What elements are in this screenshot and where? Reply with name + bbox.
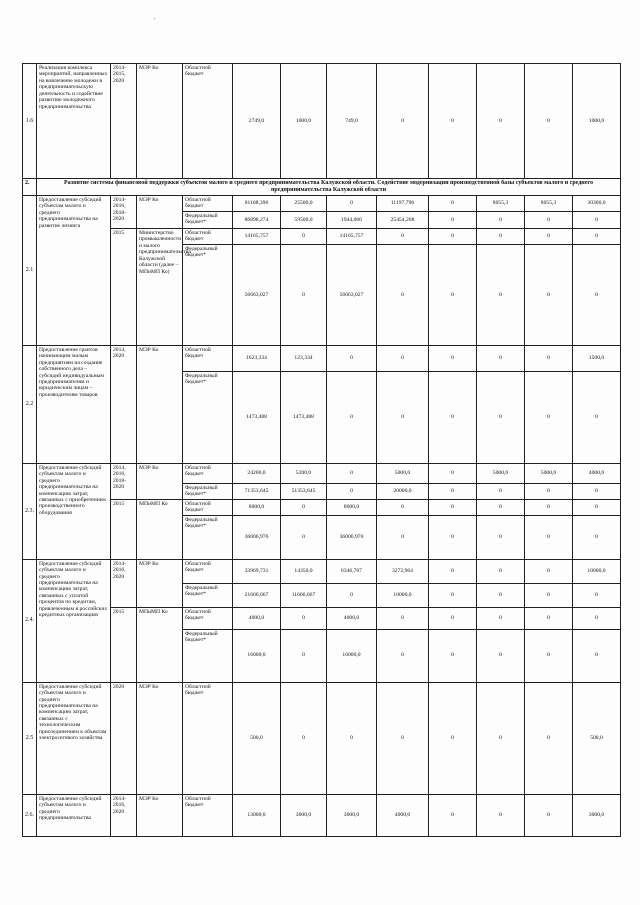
row-id: 2.3. — [23, 463, 37, 559]
cell-value: 0 — [377, 64, 429, 179]
section-number: 2. — [23, 179, 37, 196]
row-budget: Областной бюджет — [183, 607, 233, 629]
cell-value: 10000,0 — [573, 559, 621, 583]
cell-value: 0 — [281, 682, 327, 794]
cell-value: 14350,0 — [281, 559, 327, 583]
cell-total: 14165,757 — [233, 229, 281, 245]
cell-value: 0 — [477, 212, 525, 229]
cell-value: 123,334 — [281, 345, 327, 371]
cell-value: 6346,767 — [327, 559, 377, 583]
row-years: 2020 — [111, 682, 137, 794]
row-description: Реализация комплекса мероприятий, направленных на вовлечение молодежи в предпринимательскую деятельность и содействие развитию молодежного предпринимательства — [37, 64, 111, 179]
cell-value: 0 — [477, 559, 525, 583]
cell-value: 1000,0 — [573, 64, 621, 179]
cell-value: 0 — [281, 629, 327, 682]
row-executor: МЭР Ко — [137, 463, 183, 499]
scan-speck: ' — [154, 18, 156, 24]
cell-value: 0 — [477, 483, 525, 499]
row-years: 2014, 2016, 2018-2020 — [111, 463, 137, 499]
row-budget: Федеральный бюджет* — [183, 212, 233, 229]
cell-value: 0 — [477, 64, 525, 179]
row-budget: Областной бюджет — [183, 794, 233, 836]
cell-total: 13000,0 — [233, 794, 281, 836]
row-budget: Областной бюджет — [183, 463, 233, 483]
row-budget: Областной бюджет — [183, 64, 233, 179]
cell-value: 0 — [525, 212, 573, 229]
cell-value: 0 — [477, 682, 525, 794]
cell-value: 4000,0 — [327, 607, 377, 629]
cell-value: 0 — [429, 499, 477, 515]
cell-value: 0 — [429, 682, 477, 794]
row-id: 2.5 — [23, 682, 37, 794]
cell-value: 0 — [429, 196, 477, 212]
cell-value: 0 — [573, 371, 621, 463]
cell-value: 0 — [525, 371, 573, 463]
cell-value: 0 — [281, 499, 327, 515]
row-budget: Областной бюджет — [183, 682, 233, 794]
row-years: 2014-2016, 2020 — [111, 559, 137, 607]
cell-value: 0 — [327, 345, 377, 371]
cell-value: 4000,0 — [573, 463, 621, 483]
cell-total: 8000,0 — [233, 499, 281, 515]
table-row — [23, 682, 621, 794]
cell-value: 0 — [429, 559, 477, 583]
section-row — [23, 179, 621, 196]
cell-value: 0 — [477, 515, 525, 559]
cell-value: 0 — [327, 196, 377, 212]
row-executor: МЭР Ко — [137, 559, 183, 607]
cell-value: 10000,0 — [377, 583, 429, 607]
row-executor: МПиМП Ко — [137, 607, 183, 682]
cell-value: 8000,0 — [327, 499, 377, 515]
cell-total: 2749,0 — [233, 64, 281, 179]
cell-value: 0 — [477, 629, 525, 682]
cell-value: 0 — [477, 229, 525, 245]
cell-value: 0 — [377, 244, 429, 345]
table-row — [23, 229, 621, 245]
row-budget: Федеральный бюджет* — [183, 583, 233, 607]
cell-value: 59500,0 — [281, 212, 327, 229]
cell-value: 0 — [429, 229, 477, 245]
cell-value: 1500,0 — [573, 345, 621, 371]
cell-value: 20000,0 — [377, 483, 429, 499]
cell-value: 0 — [377, 229, 429, 245]
cell-value: 0 — [429, 794, 477, 836]
cell-value: 0 — [525, 559, 573, 583]
row-years: 2014-2016, 2018-2020 — [111, 196, 137, 229]
cell-value: 0 — [525, 682, 573, 794]
cell-value: 36006,976 — [327, 515, 377, 559]
row-description: Предоставление субсидий субъектам малого и среднего предпринимательства — [37, 794, 111, 836]
cell-value: 0 — [573, 229, 621, 245]
cell-value: 4000,0 — [377, 794, 429, 836]
cell-value: 0 — [525, 794, 573, 836]
cell-value: 8055,3 — [525, 196, 573, 212]
cell-value: 0 — [429, 583, 477, 607]
cell-value: 0 — [429, 463, 477, 483]
row-executor: МЭР Ко — [137, 345, 183, 463]
cell-value: 5000,0 — [377, 463, 429, 483]
cell-value: 3272,964 — [377, 559, 429, 583]
row-description: Предоставление субсидий субъектам малого и среднего предпринимательства на компенсацию затрат, связанных с технологическим присоединением к объектам электросетевого хозяйства — [37, 682, 111, 794]
cell-value: 1473,488 — [281, 371, 327, 463]
row-description: Предоставление субсидий субъектам малого и среднего предпринимательства на развитие лизинга — [37, 196, 111, 346]
cell-value: 0 — [429, 371, 477, 463]
cell-value: 0 — [525, 64, 573, 179]
cell-value: 0 — [573, 629, 621, 682]
cell-total: 500,0 — [233, 682, 281, 794]
cell-total: 1623,334 — [233, 345, 281, 371]
cell-value: 5000,0 — [477, 463, 525, 483]
cell-value: 0 — [377, 607, 429, 629]
cell-value: 0 — [281, 515, 327, 559]
cell-value: 0 — [477, 583, 525, 607]
row-executor: МЭР Ко — [137, 682, 183, 794]
cell-value: 11666,667 — [281, 583, 327, 607]
cell-value: 0 — [377, 682, 429, 794]
cell-total: 71353,645 — [233, 483, 281, 499]
cell-value: 0 — [429, 244, 477, 345]
cell-value: 0 — [525, 345, 573, 371]
cell-value: 0 — [327, 371, 377, 463]
cell-value: 0 — [525, 629, 573, 682]
cell-total: 21666,667 — [233, 583, 281, 607]
cell-value: 0 — [281, 229, 327, 245]
cell-value: 0 — [429, 607, 477, 629]
row-budget: Федеральный бюджет* — [183, 244, 233, 345]
cell-value: 0 — [525, 483, 573, 499]
cell-value: 0 — [477, 345, 525, 371]
cell-total: 24200,0 — [233, 463, 281, 483]
cell-value: 1944,066 — [327, 212, 377, 229]
cell-value: 0 — [525, 583, 573, 607]
row-years: 2014, 2020 — [111, 345, 137, 463]
cell-value: 0 — [573, 483, 621, 499]
section-title: Развитие системы финансовой поддержки субъектов малого и среднего предпринимательства Калужской области. Содействие модернизации производственной базы субъектов малого и среднего предпринимательства Калужской области — [37, 179, 621, 196]
row-id: 2.1 — [23, 196, 37, 346]
row-budget: Федеральный бюджет* — [183, 629, 233, 682]
cell-total: 36006,976 — [233, 515, 281, 559]
cell-value: 0 — [377, 629, 429, 682]
cell-value: 0 — [327, 463, 377, 483]
row-executor: МЭР Ко — [137, 196, 183, 229]
cell-value: 0 — [377, 371, 429, 463]
table-row — [23, 463, 621, 483]
cell-value: 0 — [281, 244, 327, 345]
cell-total: 81108,396 — [233, 196, 281, 212]
cell-value: 0 — [525, 244, 573, 345]
cell-total: 4000,0 — [233, 607, 281, 629]
cell-value: 0 — [525, 515, 573, 559]
row-executor: МПиМП Ко — [137, 499, 183, 559]
row-budget: Федеральный бюджет* — [183, 371, 233, 463]
cell-value: 25500,0 — [281, 196, 327, 212]
cell-value: 0 — [573, 499, 621, 515]
cell-total: 56663,027 — [233, 244, 281, 345]
row-description: Предоставление субсидий субъектам малого и среднего предпринимательства на компенсацию затрат, связанных с приобретением производственного оборудования — [37, 463, 111, 559]
row-years: 2015 — [111, 607, 137, 682]
cell-value: 0 — [377, 345, 429, 371]
cell-value: 1000,0 — [281, 64, 327, 179]
cell-total: 16000,0 — [233, 629, 281, 682]
cell-value: 14165,757 — [327, 229, 377, 245]
table-row — [23, 499, 621, 515]
cell-value: 25454,208 — [377, 212, 429, 229]
row-budget: Федеральный бюджет* — [183, 483, 233, 499]
cell-total: 86898,274 — [233, 212, 281, 229]
row-years: 2015 — [111, 499, 137, 559]
table-row — [23, 196, 621, 212]
cell-value: 0 — [327, 583, 377, 607]
cell-value: 0 — [429, 629, 477, 682]
cell-value: 5200,0 — [281, 463, 327, 483]
cell-value: 0 — [477, 371, 525, 463]
cell-value: 0 — [429, 483, 477, 499]
cell-value: 0 — [477, 607, 525, 629]
budget-table — [22, 63, 621, 837]
row-executor: Министерство промышленности и малого предпринимательства Калужской области (далее – МПиМП Ко) — [137, 229, 183, 346]
row-description: Предоставление грантов начинающим малым предприятиям на создание собственного дела – субсидий индивидуальным предпринимателям и юридическим лицам – производителям товаров — [37, 345, 111, 463]
row-years: 2015 — [111, 229, 137, 346]
cell-value: 0 — [525, 229, 573, 245]
cell-value: 0 — [573, 583, 621, 607]
cell-value: 3000,0 — [573, 794, 621, 836]
cell-value: 500,0 — [573, 682, 621, 794]
row-budget: Областной бюджет — [183, 499, 233, 515]
cell-value: 30300,0 — [573, 196, 621, 212]
cell-value: 8055,3 — [477, 196, 525, 212]
cell-value: 3000,0 — [327, 794, 377, 836]
cell-value: 56663,027 — [327, 244, 377, 345]
cell-value: 0 — [573, 607, 621, 629]
table-row — [23, 345, 621, 371]
table-row — [23, 794, 621, 836]
cell-value: 0 — [429, 345, 477, 371]
row-executor: МЭР Ко — [137, 794, 183, 836]
row-id: 2.2 — [23, 345, 37, 463]
cell-value: 0 — [573, 515, 621, 559]
cell-total: 33969,731 — [233, 559, 281, 583]
cell-value: 0 — [477, 244, 525, 345]
cell-value: 5000,0 — [525, 463, 573, 483]
cell-value: 0 — [281, 607, 327, 629]
cell-value: 0 — [525, 499, 573, 515]
cell-value: 0 — [573, 212, 621, 229]
cell-total: 1473,488 — [233, 371, 281, 463]
cell-value: 51353,645 — [281, 483, 327, 499]
row-budget: Областной бюджет — [183, 229, 233, 245]
cell-value: 0 — [477, 499, 525, 515]
cell-value: 0 — [525, 607, 573, 629]
table-row — [23, 64, 621, 179]
cell-value: 0 — [377, 515, 429, 559]
cell-value: 0 — [573, 244, 621, 345]
row-id: 1.6 — [23, 64, 37, 179]
row-description: Предоставление субсидий субъектам малого и среднего предпринимательства на компенсацию затрат, связанных с уплатой процентов по кредитам, привлеченным в российских кредитных организациях — [37, 559, 111, 682]
row-id: 2.4. — [23, 559, 37, 682]
row-executor: МЭР Ко — [137, 64, 183, 179]
row-budget: Федеральный бюджет* — [183, 515, 233, 559]
cell-value: 749,0 — [327, 64, 377, 179]
table-row — [23, 559, 621, 583]
row-budget: Областной бюджет — [183, 196, 233, 212]
cell-value: 16000,0 — [327, 629, 377, 682]
row-budget: Областной бюджет — [183, 559, 233, 583]
cell-value: 0 — [327, 682, 377, 794]
cell-value: 11197,796 — [377, 196, 429, 212]
row-years: 2014-2016, 2020 — [111, 794, 137, 836]
row-id: 2.6. — [23, 794, 37, 836]
row-budget: Областной бюджет — [183, 345, 233, 371]
table-row — [23, 607, 621, 629]
cell-value: 0 — [327, 483, 377, 499]
cell-value: 0 — [429, 515, 477, 559]
cell-value: 0 — [377, 499, 429, 515]
cell-value: 0 — [429, 64, 477, 179]
cell-value: 0 — [429, 212, 477, 229]
cell-value: 0 — [477, 794, 525, 836]
cell-value: 3000,0 — [281, 794, 327, 836]
row-years: 2014-2015, 2020 — [111, 64, 137, 179]
